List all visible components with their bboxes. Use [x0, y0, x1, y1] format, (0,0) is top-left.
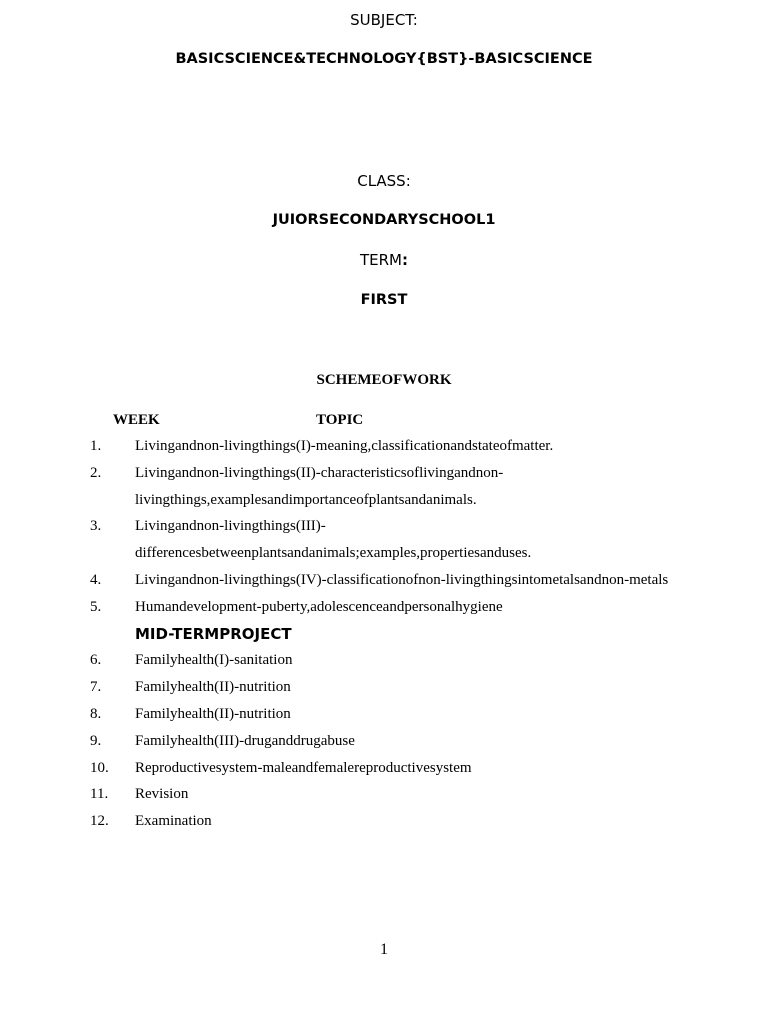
week-number: 5.: [90, 598, 102, 615]
topic-column-header: TOPIC: [316, 412, 364, 428]
topic-text: Familyhealth(II)-nutrition: [135, 679, 291, 696]
week-number: 3.: [90, 518, 102, 535]
topic-text: differencesbetweenplantsandanimals;examples,propertiesanduses.: [135, 545, 532, 562]
week-number: 8.: [90, 706, 102, 722]
topic-text: Revision: [135, 786, 189, 803]
topic-text: Examination: [135, 813, 212, 830]
topic-text: Livingandnon-livingthings(III)-: [135, 518, 326, 535]
topic-text: Livingandnon-livingthings(II)-characteristicsoflivingandnon-: [135, 464, 504, 481]
subject-label: SUBJECT:: [350, 11, 418, 29]
topic-text: Humandevelopment-puberty,adolescenceandpersonalhygiene: [135, 598, 503, 615]
topic-text: Familyhealth(II)-nutrition: [135, 706, 291, 722]
week-number: 2.: [90, 464, 102, 481]
week-number: 10.: [90, 759, 109, 776]
topic-text: Familyhealth(I)-sanitation: [135, 652, 293, 669]
class-label: CLASS:: [357, 172, 411, 190]
week-number: 9.: [90, 732, 102, 749]
term-value: FIRST: [360, 292, 408, 308]
week-number: 6.: [90, 652, 102, 669]
mid-term-project-heading: MID-TERMPROJECT: [135, 624, 292, 643]
topic-text: Livingandnon-livingthings(I)-meaning,classificationandstateofmatter.: [135, 438, 554, 454]
topic-text: Familyhealth(III)-druganddrugabuse: [135, 732, 355, 749]
week-number: 12.: [90, 813, 109, 830]
week-number: 4.: [90, 572, 102, 588]
scheme-title: SCHEMEOFWORK: [316, 372, 452, 388]
week-number: 11.: [90, 786, 109, 803]
topic-text: livingthings,examplesandimportanceofplantsandanimals.: [135, 491, 477, 508]
term-label: TERM: [359, 251, 402, 269]
subject-value: BASICSCIENCE&TECHNOLOGY{BST}-BASICSCIENCE: [175, 51, 593, 67]
term-colon: :: [402, 251, 408, 269]
topic-text: Reproductivesystem-maleandfemalereproductivesystem: [135, 759, 472, 776]
term-label-line: [0, 251, 768, 269]
class-value: JUIORSECONDARYSCHOOL1: [272, 212, 496, 228]
topic-text: Livingandnon-livingthings(IV)-classificationofnon-livingthingsintometalsandnon-metals: [135, 572, 669, 588]
week-number: 7.: [90, 679, 102, 696]
page-number: 1: [380, 941, 388, 958]
week-column-header: WEEK: [113, 412, 160, 428]
week-number: 1.: [90, 438, 102, 454]
